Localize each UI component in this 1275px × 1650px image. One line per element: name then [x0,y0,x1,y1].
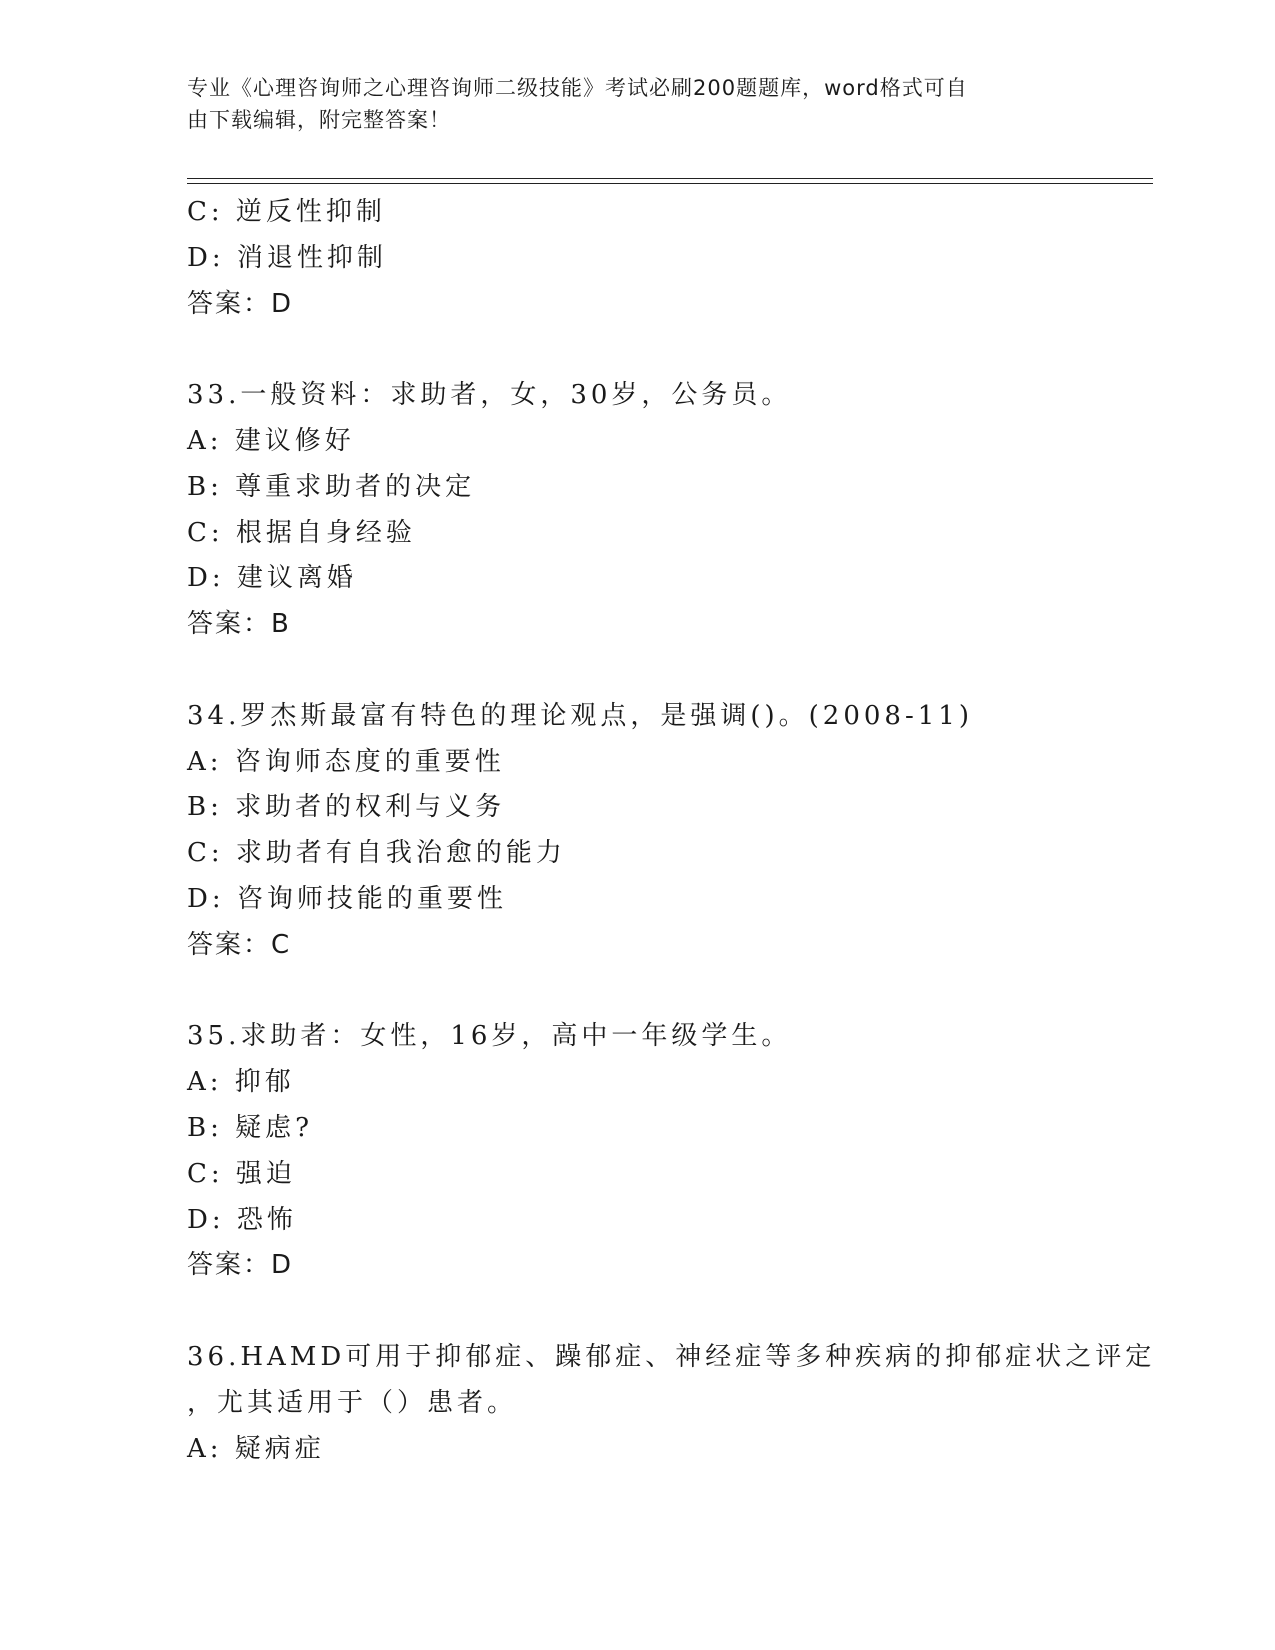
option-d: D: 消退性抑制 [187,242,387,273]
option-d: D: 建议离婚 [187,563,357,594]
answer-line: 答案：C [187,929,292,960]
option-c: C: 求助者有自我治愈的能力 [187,838,566,869]
option-d: D: 咨询师技能的重要性 [187,883,507,914]
option-b: B: 尊重求助者的决定 [187,471,476,502]
question-stem-continued: ，尤其适用于（）患者。 [187,1387,518,1418]
option-c: C: 强迫 [187,1158,296,1189]
answer-line: 答案：D [187,1250,294,1281]
option-a: A: 建议修好 [187,425,355,456]
document-header [187,72,1067,136]
question-stem: 33.一般资料：求助者，女，30岁，公务员。 [187,380,792,411]
option-a: A: 疑病症 [187,1433,325,1464]
question-stem: 35.求助者：女性，16岁，高中一年级学生。 [187,1021,792,1052]
option-b: B: 求助者的权利与义务 [187,792,506,823]
question-stem: 34.罗杰斯最富有特色的理论观点，是强调()。(2008-11) [187,700,973,731]
option-b: B: 疑虑? [187,1112,314,1143]
option-a: A: 咨询师态度的重要性 [187,746,505,777]
answer-line: 答案：B [187,609,291,640]
answer-line: 答案：D [187,288,294,319]
header-line-1: 专业《心理咨询师之心理咨询师二级技能》考试必刷200题题库，word格式可自 [187,76,968,100]
spacer [187,327,1117,373]
spacer [187,648,1117,694]
option-d: D: 恐怖 [187,1204,297,1235]
option-a: A: 抑郁 [187,1067,295,1098]
spacer [187,969,1117,1015]
question-stem: 36.HAMD可用于抑郁症、躁郁症、神经症等多种疾病的抑郁症状之评定 [187,1341,1156,1372]
header-rule-top [187,178,1153,179]
header-rule-bottom [187,183,1153,184]
question-list [187,190,1156,1472]
spacer [187,1289,1117,1335]
option-c: C: 逆反性抑制 [187,197,386,227]
option-c: C: 根据自身经验 [187,517,416,548]
header-line-2: 由下载编辑，附完整答案！ [187,108,451,132]
